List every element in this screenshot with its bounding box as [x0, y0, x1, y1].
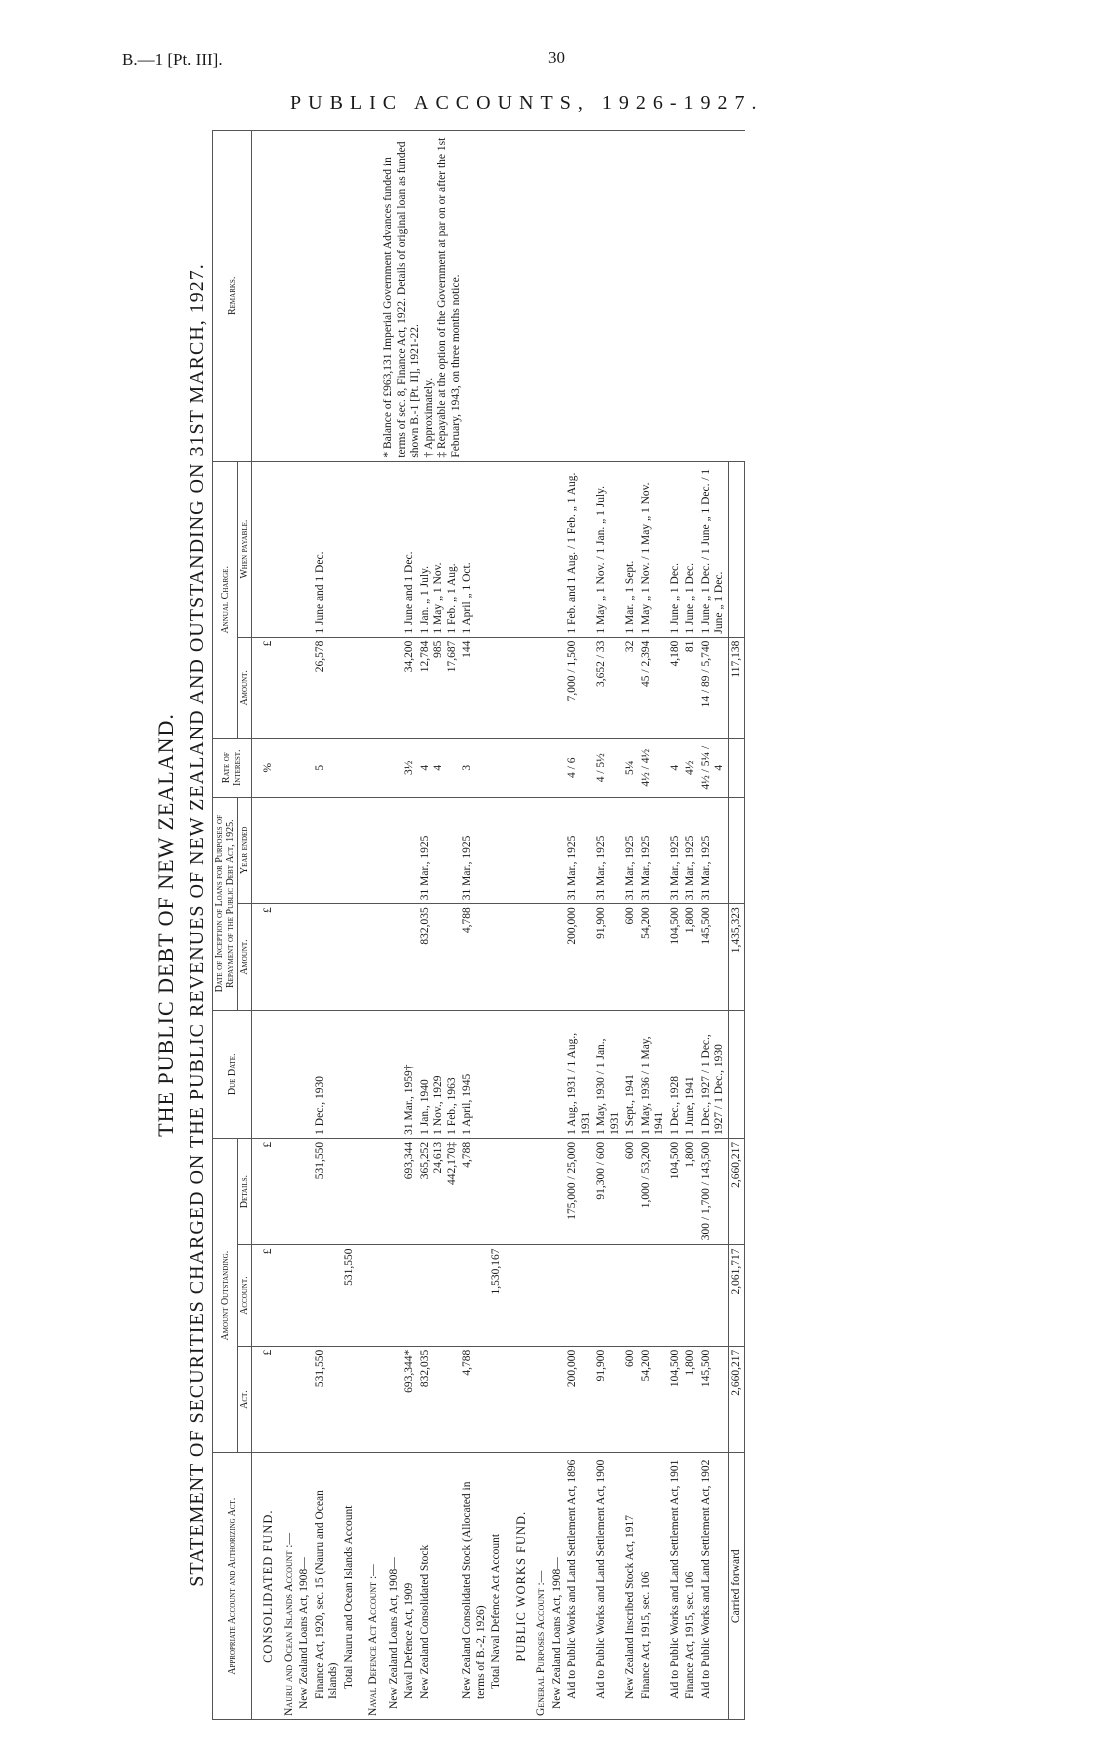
general-row-payable: 1 May „ 1 Nov. / 1 Jan. „ 1 July. [594, 461, 623, 637]
general-row-act: 104,500 [668, 1346, 684, 1453]
general-row-details: 600 [623, 1138, 639, 1245]
general-row-due: 1 May, 1930 / 1 Jan., 1931 [594, 1010, 623, 1138]
general-row-year: 31 Mar., 1925 [683, 797, 699, 904]
general-row-details: 91,300 / 600 [594, 1138, 623, 1245]
general-row-details: 1,000 / 53,200 [639, 1138, 668, 1245]
naval-loans-act: New Zealand Loans Act, 1908— [387, 1453, 403, 1720]
col-header-details: Details. [238, 1138, 252, 1245]
naval-annual-amount: 12,784 [418, 640, 431, 673]
document-reference: B.—1 [Pt. III]. [122, 50, 223, 69]
running-title: PUBLIC ACCOUNTS, 1926-1927. [290, 92, 764, 114]
col-header-act-amount: Act. [238, 1346, 252, 1453]
general-row-inception: 91,900 [594, 904, 623, 1011]
remarks-cell [252, 131, 745, 462]
naval-stock-year: 31 Mar., 1925 [418, 797, 461, 904]
naval-rate: 3 [460, 738, 489, 797]
general-group-label: General Purposes Account :— [534, 1453, 550, 1720]
naval-details: 365,252 [418, 1141, 431, 1180]
nauru-due-date: 1 Dec., 1930 [313, 1010, 342, 1138]
general-row-due: 1 Dec., 1928 [668, 1010, 684, 1138]
naval-due-date: 1 Jan., 1940 [418, 1079, 431, 1135]
general-row-act: 200,000 [565, 1346, 594, 1453]
naval-defence-act-amount: 693,344* [402, 1346, 418, 1453]
naval-due-date: 1 Feb., 1963 [445, 1077, 458, 1135]
general-row-payable: 1 June „ 1 Dec. / 1 June „ 1 Dec. / 1 June „ 1 Dec. [699, 461, 729, 637]
naval-payable: 1 Feb. „ 1 Aug. [445, 563, 458, 634]
general-row-year: 31 Mar., 1925 [623, 797, 639, 904]
general-row-act: 91,900 [594, 1346, 623, 1453]
general-row-label: Finance Act, 1915, sec. 106 [639, 1453, 668, 1720]
naval-rate: 3½ [402, 738, 418, 797]
general-row-payable: 1 June „ 1 Dec. [668, 461, 684, 637]
general-row-inception: 600 [623, 904, 639, 1011]
col-header-due: Due Date. [213, 1010, 252, 1138]
remark-note: * Balance of £963,131 Imperial Government Advances funded in terms of sec. 8, Finance Act, 1922. Details of original loan as funded shown B.-1 [Pt. II], 1921-22. [382, 141, 421, 458]
general-row-payable: 1 May „ 1 Nov. / 1 May „ 1 Nov. [639, 461, 668, 637]
unit-pound: £ [252, 1138, 282, 1245]
col-header-act: Appropriate Account and Authorizing Act. [213, 1453, 252, 1720]
general-row-amount: 4,180 [668, 637, 684, 738]
general-row-label: New Zealand Inscribed Stock Act, 1917 [623, 1453, 639, 1720]
general-row-payable: 1 Mar. „ 1 Sept. [623, 461, 639, 637]
carried-details: 2,660,217 [728, 1138, 745, 1245]
remark-note: ‡ Repayable at the option of the Government at par on or after the 1st February, 1943, on three months notice. [436, 137, 462, 458]
general-row-rate: 4 / 5½ [594, 738, 623, 797]
naval-allocated-year: 31 Mar., 1925 [460, 797, 489, 904]
general-row-amount: 45 / 2,394 [639, 637, 668, 738]
naval-allocated-stock: New Zealand Consolidated Stock (Allocated in terms of B.-2, 1926) [460, 1453, 489, 1720]
general-row-act: 145,500 [699, 1346, 729, 1453]
general-row-label: Aid to Public Works and Land Settlement Act, 1902 [699, 1453, 729, 1720]
naval-annual-amount: 144 [460, 637, 489, 738]
table-title: THE PUBLIC DEBT OF NEW ZEALAND. [153, 713, 178, 1137]
general-loans-act: New Zealand Loans Act, 1908— [550, 1453, 566, 1720]
general-row-inception: 54,200 [639, 904, 668, 1011]
naval-due-date: 31 Mar., 1959† [402, 1010, 418, 1138]
general-row-act: 54,200 [639, 1346, 668, 1453]
debt-statement-table [212, 130, 745, 1720]
general-row-details: 104,500 [668, 1138, 684, 1245]
general-row-rate: 5¼ [623, 738, 639, 797]
col-header-remarks: Remarks. [213, 131, 252, 462]
col-header-inception: Date of Inception of Loans for Purposes of Repayment of the Public Debt Act, 1925. [213, 797, 238, 1010]
col-header-payable: When payable. [238, 461, 252, 637]
general-row-label: Aid to Public Works and Land Settlement Act, 1896 [565, 1453, 594, 1720]
general-row-rate: 4 [668, 738, 684, 797]
general-row-inception: 145,500 [699, 904, 729, 1011]
carried-inception: 1,435,323 [728, 904, 745, 1011]
naval-total-label: Total Naval Defence Act Account [489, 1453, 505, 1720]
col-header-annual: Annual Charge. [213, 461, 238, 738]
general-row-due: 1 Dec., 1927 / 1 Dec., 1927 / 1 Dec., 1930 [699, 1010, 729, 1138]
general-row-rate: 4½ / 5¼ / 4 [699, 738, 729, 797]
naval-annual-amount: 985 [432, 640, 444, 658]
general-row-due: 1 Sept., 1941 [623, 1010, 639, 1138]
general-row-details: 300 / 1,700 / 143,500 [699, 1138, 729, 1245]
page-number: 30 [548, 48, 565, 67]
nauru-loans-act: New Zealand Loans Act, 1908— [297, 1453, 313, 1720]
naval-details: 4,788 [460, 1138, 489, 1245]
col-header-account: Account. [238, 1245, 252, 1346]
naval-rate: 4 [432, 764, 444, 771]
general-row-due: 1 June, 1941 [683, 1010, 699, 1138]
nauru-details: 531,550 [313, 1138, 342, 1245]
naval-stock: New Zealand Consolidated Stock [418, 1453, 461, 1720]
general-row-label: Finance Act, 1915, sec. 106 [683, 1453, 699, 1720]
general-row-year: 31 Mar., 1925 [668, 797, 684, 904]
general-row-details: 175,000 / 25,000 [565, 1138, 594, 1245]
general-row-amount: 81 [683, 637, 699, 738]
general-row-rate: 4½ / 4½ [639, 738, 668, 797]
section-consolidated: CONSOLIDATED FUND. [252, 1453, 282, 1720]
naval-details: 24,613 [432, 1141, 444, 1174]
naval-details: 442,170‡ [445, 1141, 458, 1185]
col-header-inc-amount: Amount. [238, 904, 252, 1011]
naval-due-date: 1 April, 1945 [460, 1010, 489, 1138]
unit-percent: % [252, 738, 282, 797]
naval-stock-inception-amount: 832,035 [418, 904, 461, 1011]
nauru-finance-act: Finance Act, 1920, sec. 15 (Nauru and Ocean Islands) [313, 1453, 342, 1720]
general-row-payable: 1 June „ 1 Dec. [683, 461, 699, 637]
general-row-inception: 200,000 [565, 904, 594, 1011]
general-row-details: 1,800 [683, 1138, 699, 1245]
rotated-table-region [150, 130, 1070, 1720]
naval-allocated-amount: 4,788 [460, 1346, 489, 1453]
general-row-amount: 7,000 / 1,500 [565, 637, 594, 738]
general-row-rate: 4 / 6 [565, 738, 594, 797]
remark-note: † Approximately. [422, 377, 435, 458]
general-row-year: 31 Mar., 1925 [699, 797, 729, 904]
general-row-amount: 14 / 89 / 5,740 [699, 637, 729, 738]
general-row-label: Aid to Public Works and Land Settlement Act, 1901 [668, 1453, 684, 1720]
general-row-act: 600 [623, 1346, 639, 1453]
general-row-inception: 1,800 [683, 904, 699, 1011]
naval-payable: 1 June and 1 Dec. [402, 461, 418, 637]
general-row-amount: 3,652 / 33 [594, 637, 623, 738]
unit-pound: £ [252, 904, 282, 1011]
nauru-act-amount: 531,550 [313, 1346, 342, 1453]
table-subtitle: STATEMENT OF SECURITIES CHARGED ON THE PUBLIC REVENUES OF NEW ZEALAND AND OUTSTANDING ON 31ST MARCH, 1927. [186, 263, 208, 1587]
col-header-inc-year: Year ended [238, 797, 252, 904]
naval-stock-amount: 832,035 [418, 1346, 461, 1453]
carried-account: 2,061,717 [728, 1245, 745, 1346]
naval-allocated-inception-amount: 4,788 [460, 904, 489, 1011]
naval-total-account: 1,530,167 [489, 1245, 505, 1346]
nauru-total-account: 531,550 [342, 1245, 358, 1346]
nauru-annual-amount: 26,578 [313, 637, 342, 738]
naval-annual-amount: 34,200 [402, 637, 418, 738]
carried-act: 2,660,217 [728, 1346, 745, 1453]
carried-forward-label: Carried forward [728, 1453, 745, 1720]
naval-rate: 4 [418, 764, 431, 771]
general-row-act: 1,800 [683, 1346, 699, 1453]
unit-pound: £ [252, 637, 282, 738]
naval-payable: 1 May „ 1 Nov. [432, 562, 444, 634]
general-row-inception: 104,500 [668, 904, 684, 1011]
naval-group-label: Naval Defence Act Account :— [357, 1453, 387, 1720]
naval-payable: 1 Jan. „ 1 July. [418, 566, 431, 634]
general-row-label: Aid to Public Works and Land Settlement Act, 1900 [594, 1453, 623, 1720]
naval-defence-act: Naval Defence Act, 1909 [402, 1453, 418, 1720]
general-row-rate: 4½ [683, 738, 699, 797]
col-header-rate: Rate of Interest. [213, 738, 252, 797]
carried-annual-amount: 117,138 [728, 637, 745, 738]
general-row-due: 1 May, 1936 / 1 May, 1941 [639, 1010, 668, 1138]
general-row-payable: 1 Feb. and 1 Aug. / 1 Feb. „ 1 Aug. [565, 461, 594, 637]
general-row-year: 31 Mar., 1925 [594, 797, 623, 904]
col-header-ann-amount: Amount. [238, 637, 252, 738]
nauru-rate: 5 [313, 738, 342, 797]
naval-due-date: 1 Nov., 1929 [432, 1075, 444, 1135]
col-header-outstanding: Amount Outstanding. [213, 1138, 238, 1453]
nauru-payable: 1 June and 1 Dec. [313, 461, 342, 637]
general-row-year: 31 Mar., 1925 [565, 797, 594, 904]
unit-pound: £ [252, 1245, 282, 1346]
general-row-due: 1 Aug., 1931 / 1 Aug., 1931 [565, 1010, 594, 1138]
general-row-year: 31 Mar., 1925 [639, 797, 668, 904]
section-public-works: PUBLIC WORKS FUND. [505, 1453, 535, 1720]
nauru-group-label: Nauru and Ocean Islands Account :— [282, 1453, 298, 1720]
naval-annual-amount: 17,687 [445, 640, 458, 673]
unit-pound: £ [252, 1346, 282, 1453]
naval-payable: 1 April „ 1 Oct. [460, 461, 489, 637]
naval-details: 693,344 [402, 1138, 418, 1245]
nauru-total-label: Total Nauru and Ocean Islands Account [342, 1453, 358, 1720]
general-row-amount: 32 [623, 637, 639, 738]
